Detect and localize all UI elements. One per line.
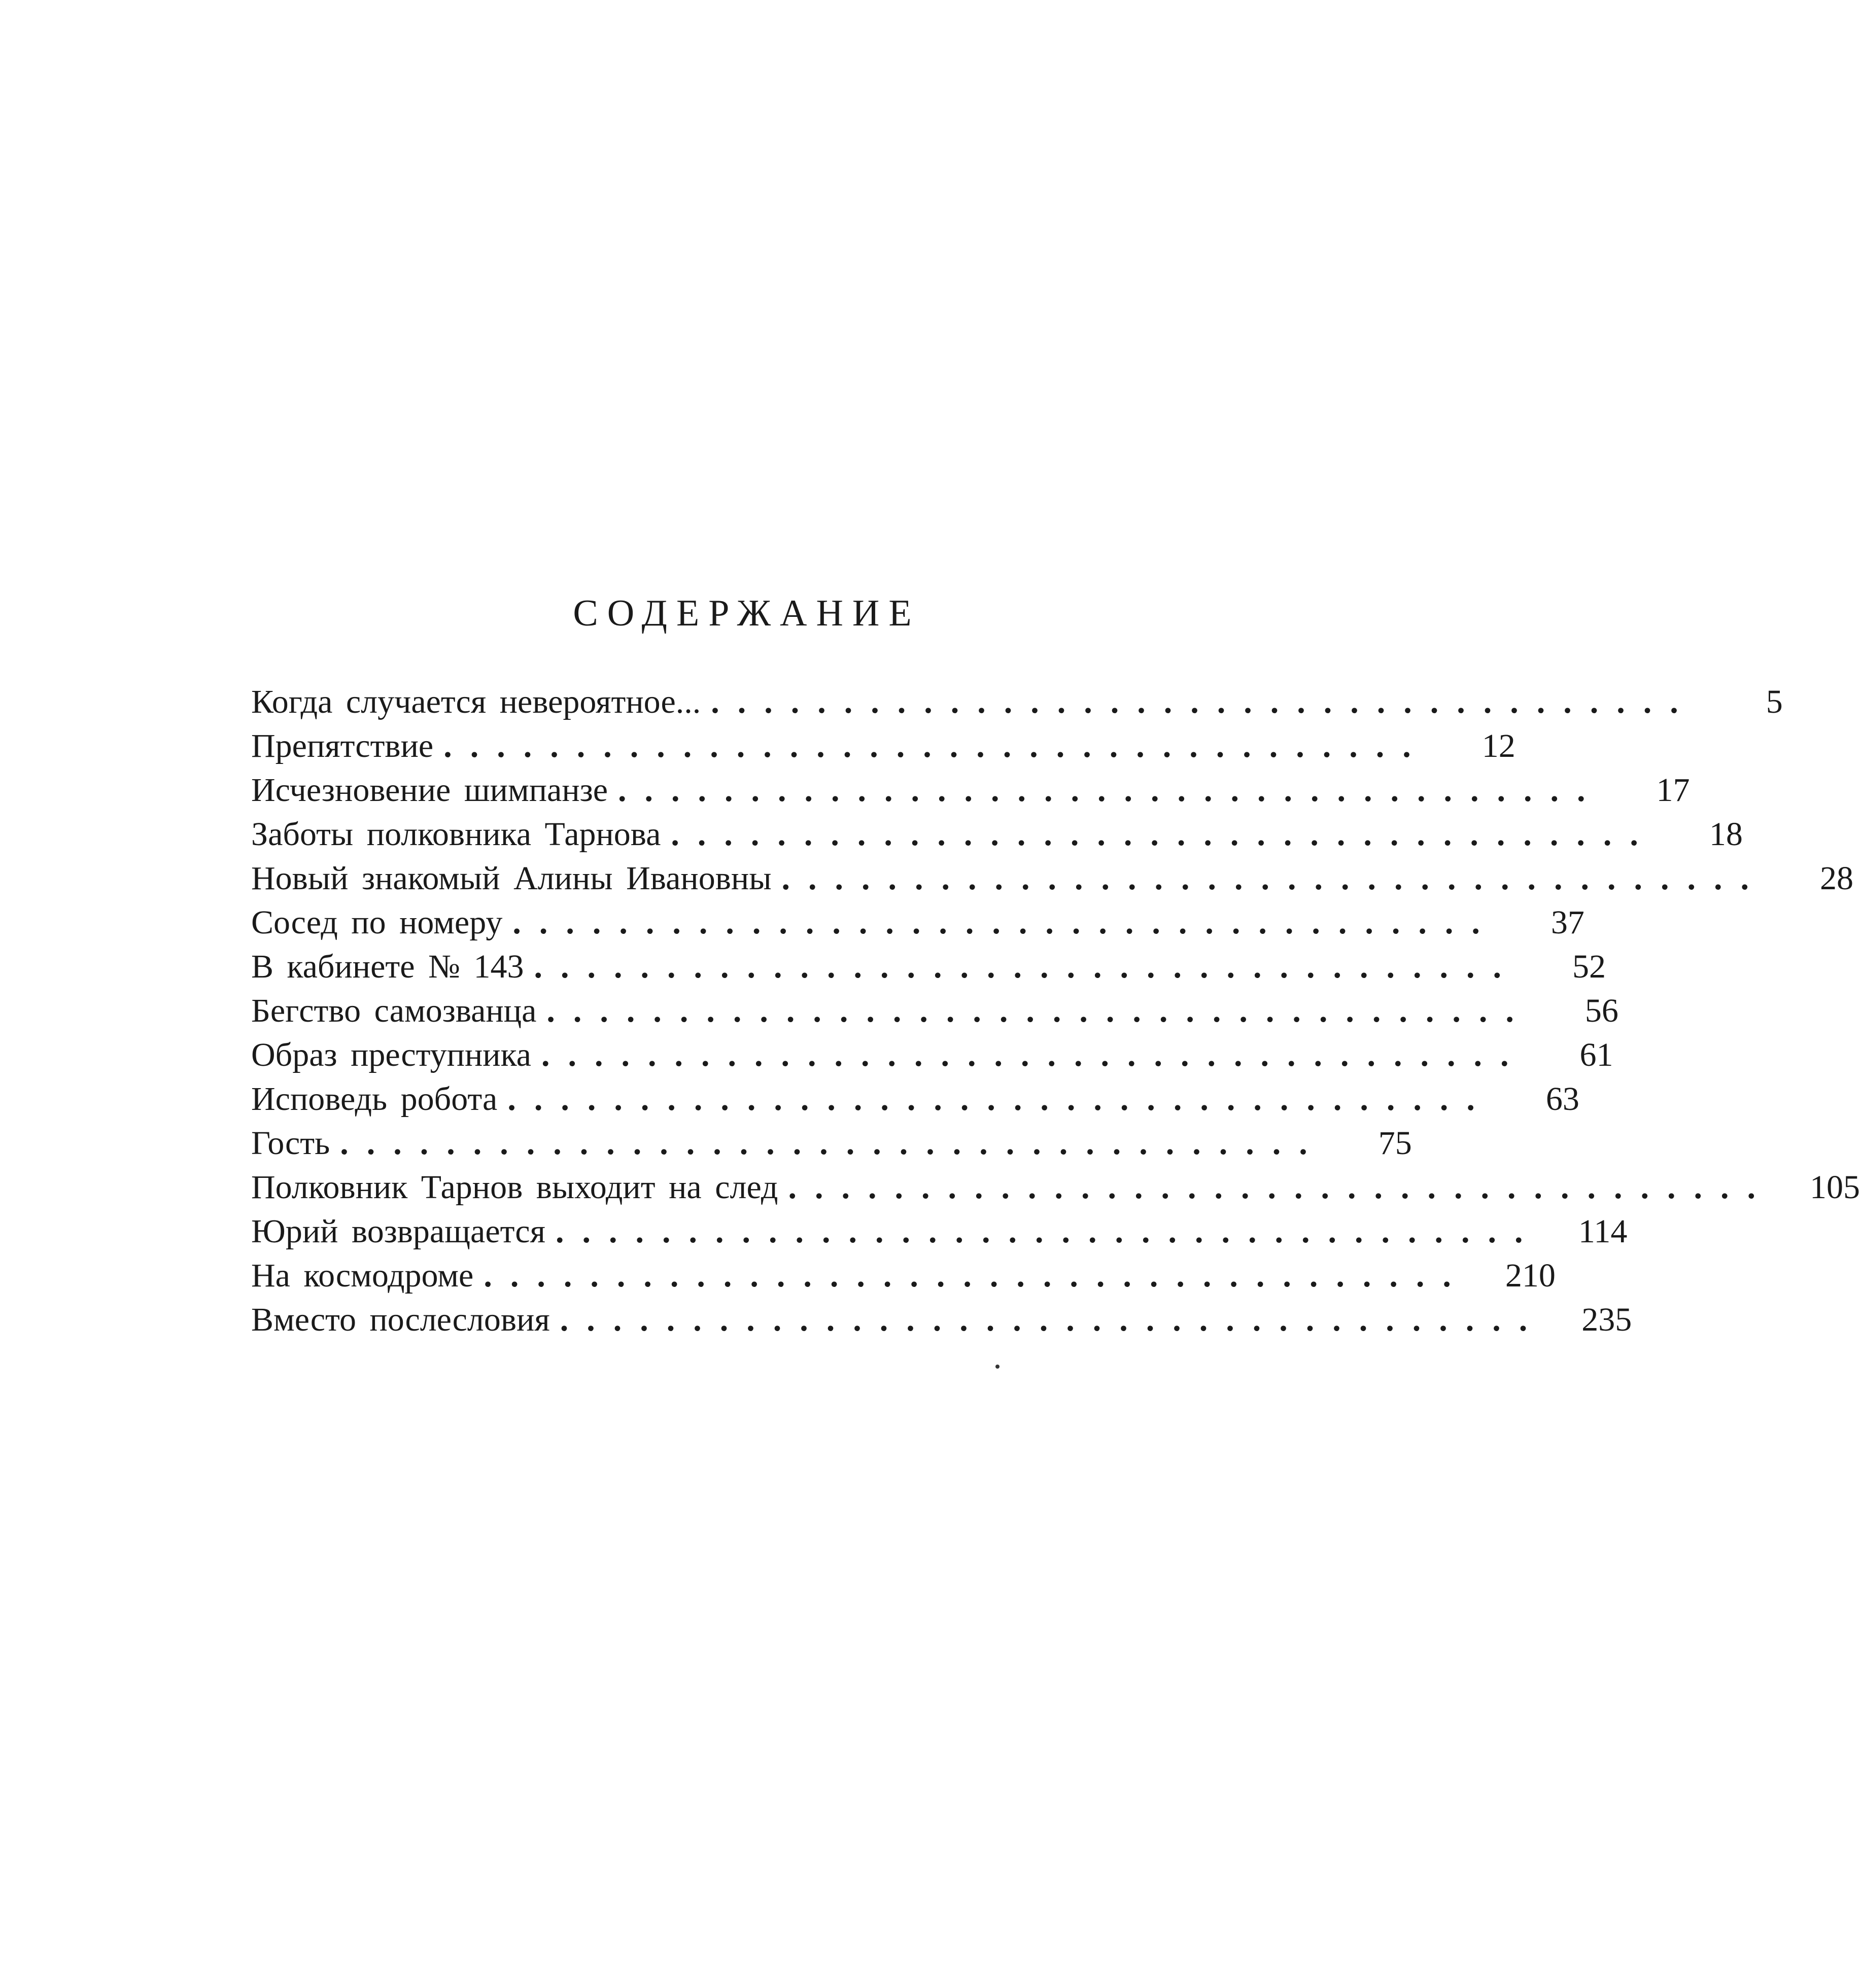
dot-leader: ..................................... bbox=[546, 992, 1532, 1029]
toc-entry bbox=[251, 1033, 1613, 1077]
toc-entry-page: 61 bbox=[1579, 1036, 1613, 1073]
toc-entry bbox=[251, 900, 1585, 945]
dot-leader: ..................................... bbox=[560, 1301, 1546, 1338]
page-title: СОДЕРЖАНИЕ bbox=[573, 592, 921, 634]
dot-leader: ..................................... bbox=[671, 816, 1657, 853]
toc-entry bbox=[251, 1253, 1556, 1298]
toc-entry-title: В кабинете № 143 bbox=[251, 948, 524, 985]
toc-entry-page: 75 bbox=[1378, 1125, 1412, 1162]
toc-entry-title: Исчезновение шимпанзе bbox=[251, 772, 608, 809]
toc-entry-page: 18 bbox=[1709, 816, 1743, 853]
toc-entry-title: Новый знакомый Алины Ивановны bbox=[251, 860, 772, 897]
toc-entry-page: 235 bbox=[1581, 1301, 1632, 1338]
toc-entry-title: Гость bbox=[251, 1125, 330, 1162]
toc-entry bbox=[251, 812, 1743, 856]
toc-entry-title: Исповедь робота bbox=[251, 1080, 498, 1118]
toc-entry bbox=[251, 724, 1515, 768]
toc-entry bbox=[251, 1077, 1579, 1121]
toc-entry-page: 114 bbox=[1578, 1213, 1628, 1250]
toc-entry-page: 210 bbox=[1505, 1257, 1556, 1294]
toc-entry-title: Образ преступника bbox=[251, 1036, 531, 1073]
toc-entry-title: Полковник Тарнов выходит на след bbox=[251, 1169, 778, 1206]
dot-leader: ..................................... bbox=[541, 1036, 1527, 1073]
toc-entry bbox=[251, 1209, 1628, 1253]
toc-entry-page: 5 bbox=[1766, 683, 1783, 720]
dot-leader: ..................................... bbox=[618, 772, 1604, 809]
toc-entry bbox=[251, 680, 1783, 724]
dot-leader: ..................................... bbox=[443, 727, 1429, 764]
dot-leader: ..................................... bbox=[711, 683, 1697, 720]
toc-entry bbox=[251, 768, 1690, 812]
toc-entry-title: Препятствие bbox=[251, 727, 434, 764]
dot-leader: ..................................... bbox=[507, 1080, 1493, 1118]
toc-entry bbox=[251, 1121, 1412, 1165]
toc-entry-page: 12 bbox=[1482, 727, 1515, 764]
dot-leader: ..................................... bbox=[788, 1169, 1774, 1206]
toc-entry-page: 63 bbox=[1545, 1080, 1579, 1118]
toc-entry-page: 56 bbox=[1585, 992, 1618, 1029]
toc-entry-title: На космодроме bbox=[251, 1257, 474, 1294]
toc-entry-title: Юрий возвращается bbox=[251, 1213, 545, 1250]
dot-leader: ..................................... bbox=[484, 1257, 1469, 1294]
dot-leader: ..................................... bbox=[340, 1125, 1326, 1162]
toc-entry-title: Заботы полковника Тарнова bbox=[251, 816, 661, 853]
table-of-contents bbox=[251, 680, 1860, 1342]
toc-entry bbox=[251, 1298, 1632, 1342]
toc-entry-page: 37 bbox=[1551, 904, 1585, 941]
toc-entry-title: Бегство самозванца bbox=[251, 992, 537, 1029]
dot-leader: ..................................... bbox=[534, 948, 1520, 985]
toc-entry bbox=[251, 1165, 1860, 1209]
dot-leader: ..................................... bbox=[512, 904, 1498, 941]
toc-entry-page: 28 bbox=[1820, 860, 1854, 897]
toc-entry bbox=[251, 856, 1854, 900]
print-speck bbox=[995, 1365, 1000, 1369]
toc-entry-title: Вместо послесловия bbox=[251, 1301, 550, 1338]
toc-entry-page: 17 bbox=[1656, 772, 1690, 809]
toc-entry bbox=[251, 989, 1618, 1033]
dot-leader: ..................................... bbox=[555, 1213, 1541, 1250]
toc-entry-title: Когда случается невероятное... bbox=[251, 683, 701, 720]
dot-leader: ..................................... bbox=[781, 860, 1768, 897]
toc-entry-page: 52 bbox=[1572, 948, 1606, 985]
toc-entry-page: 105 bbox=[1809, 1169, 1860, 1206]
toc-entry-title: Сосед по номеру bbox=[251, 904, 503, 941]
toc-entry bbox=[251, 945, 1606, 989]
